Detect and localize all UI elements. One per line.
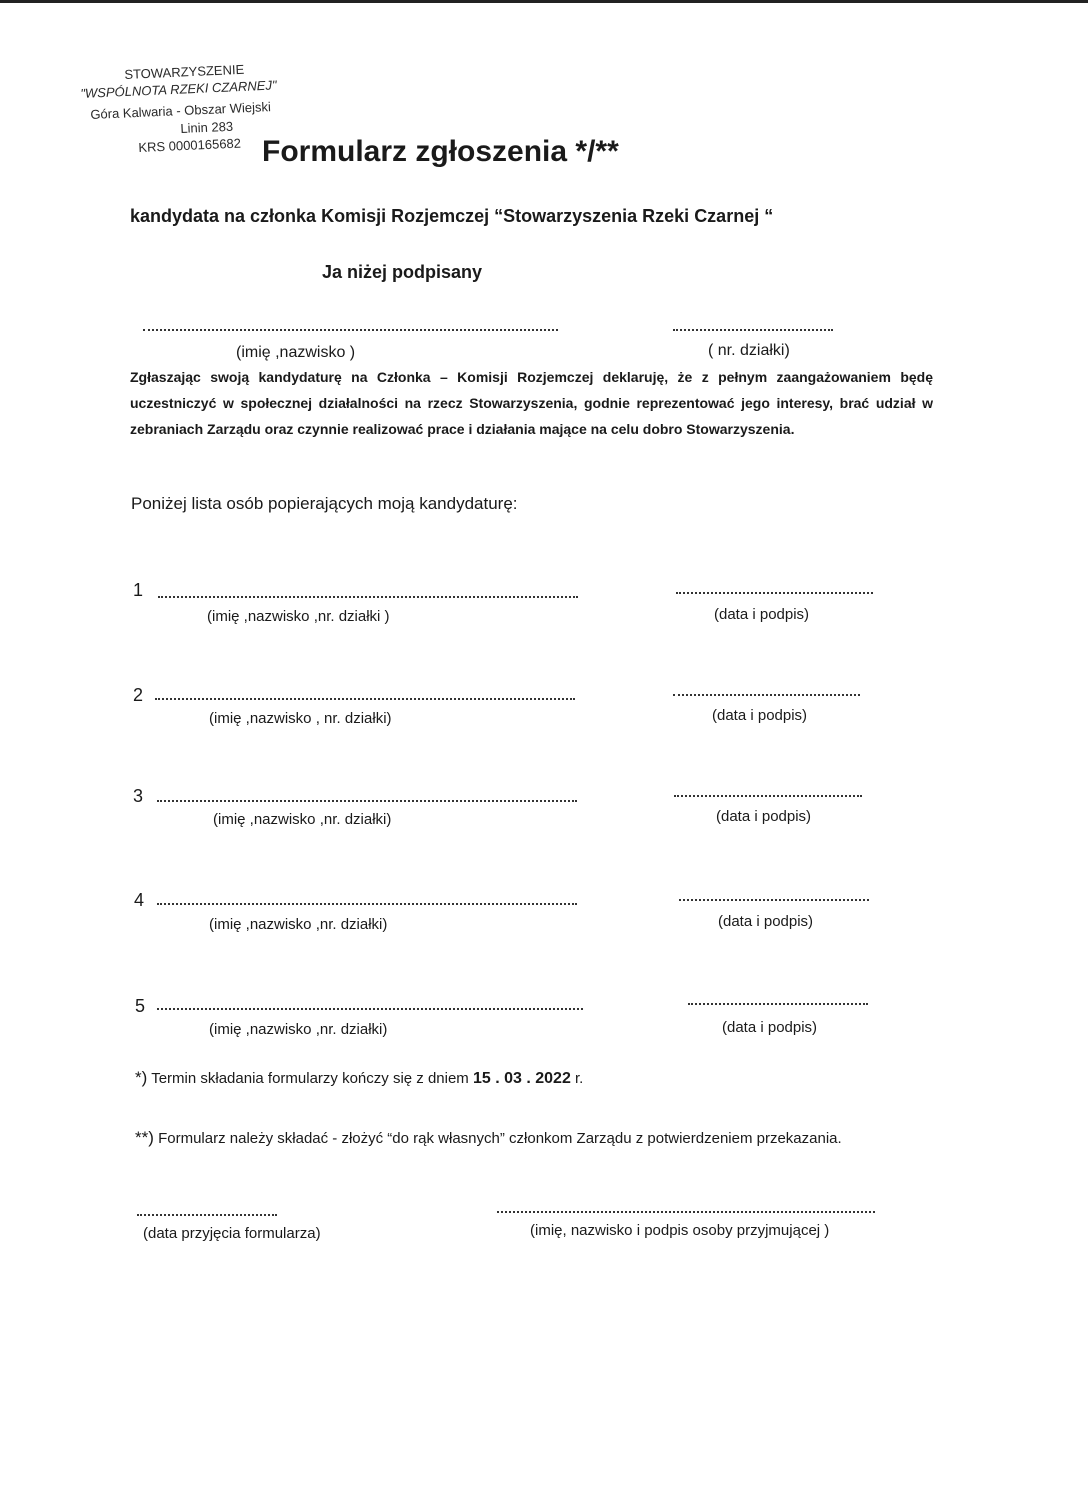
supporter-signature-field[interactable] bbox=[676, 592, 873, 594]
note-delivery bbox=[135, 1128, 842, 1148]
applicant-plot-caption: ( nr. działki) bbox=[708, 342, 790, 359]
supporter-name-caption: (imię ,nazwisko , nr. działki) bbox=[209, 710, 392, 727]
note-deadline bbox=[135, 1068, 583, 1088]
supporter-name-field[interactable] bbox=[157, 800, 577, 802]
receiver-caption: (imię, nazwisko i podpis osoby przyjmującej ) bbox=[530, 1222, 830, 1239]
supporter-number: 2 bbox=[133, 685, 144, 705]
applicant-name-field[interactable] bbox=[143, 329, 558, 331]
supporter-number: 3 bbox=[133, 786, 144, 806]
stamp-line-1: STOWARZYSZENIE bbox=[124, 61, 245, 82]
supporter-signature-caption: (data i podpis) bbox=[712, 707, 808, 724]
page-title: Formularz zgłoszenia */** bbox=[262, 135, 619, 168]
top-border-line bbox=[0, 0, 1088, 3]
applicant-name-caption: (imię ,nazwisko ) bbox=[236, 344, 356, 361]
supporter-name-caption: (imię ,nazwisko ,nr. działki ) bbox=[207, 608, 390, 625]
supporter-signature-field[interactable] bbox=[674, 795, 862, 797]
note-text: Termin składania formularzy kończy się z dniem bbox=[151, 1070, 469, 1087]
supporters-heading: Poniżej lista osób popierających moją kandydaturę: bbox=[131, 494, 518, 513]
receipt-date-field[interactable] bbox=[137, 1214, 277, 1216]
supporter-name-field[interactable] bbox=[157, 903, 577, 905]
stamp-line-5: KRS 0000165682 bbox=[138, 135, 242, 155]
supporter-signature-field[interactable] bbox=[673, 694, 860, 696]
supporter-signature-caption: (data i podpis) bbox=[722, 1019, 818, 1036]
stamp-line-4: Linin 283 bbox=[180, 118, 234, 136]
supporter-signature-field[interactable] bbox=[679, 899, 869, 901]
note-mark: *) bbox=[135, 1068, 148, 1087]
supporter-signature-field[interactable] bbox=[688, 1003, 868, 1005]
supporter-signature-caption: (data i podpis) bbox=[718, 913, 814, 930]
supporter-name-field[interactable] bbox=[155, 698, 575, 700]
stamp-line-2: "WSPÓLNOTA RZEKI CZARNEJ" bbox=[80, 77, 277, 101]
receiver-signature-field[interactable] bbox=[497, 1211, 875, 1213]
supporter-signature-caption: (data i podpis) bbox=[714, 606, 810, 623]
note-mark: **) bbox=[135, 1128, 154, 1147]
supporter-name-field[interactable] bbox=[157, 1008, 583, 1010]
intro-text: Ja niżej podpisany bbox=[322, 262, 483, 282]
supporter-name-caption: (imię ,nazwisko ,nr. działki) bbox=[209, 916, 388, 933]
applicant-plot-field[interactable] bbox=[673, 329, 833, 331]
supporter-name-caption: (imię ,nazwisko ,nr. działki) bbox=[209, 1021, 388, 1038]
supporter-number: 5 bbox=[135, 996, 146, 1016]
supporter-name-caption: (imię ,nazwisko ,nr. działki) bbox=[213, 811, 392, 828]
supporter-signature-caption: (data i podpis) bbox=[716, 808, 812, 825]
deadline-date: 15 . 03 . 2022 bbox=[472, 1070, 571, 1087]
supporter-number: 4 bbox=[134, 890, 145, 910]
supporter-name-field[interactable] bbox=[158, 596, 578, 598]
declaration-paragraph: Zgłaszając swoją kandydaturę na Członka – Komisji Rozjemczej deklaruję, że z pełnym zaangażowaniem będę uczestniczyć w społecznej działalności na rzecz Stowarzyszenia, godnie reprezentować jego interesy, brać udział w zebraniach Zarządu oraz czynnie realizować prace i działania mające na celu dobro Stowarzyszenia. bbox=[130, 369, 933, 437]
supporter-number: 1 bbox=[133, 580, 144, 600]
note-suffix: r. bbox=[575, 1070, 584, 1087]
subtitle: kandydata na członka Komisji Rozjemczej “Stowarzyszenia Rzeki Czarnej “ bbox=[130, 206, 774, 226]
note-text: Formularz należy składać - złożyć “do rąk własnych” członkom Zarządu z potwierdzeniem przekazania. bbox=[158, 1130, 842, 1147]
stamp-line-3: Góra Kalwaria - Obszar Wiejski bbox=[90, 99, 272, 122]
receipt-date-caption: (data przyjęcia formularza) bbox=[143, 1225, 321, 1242]
